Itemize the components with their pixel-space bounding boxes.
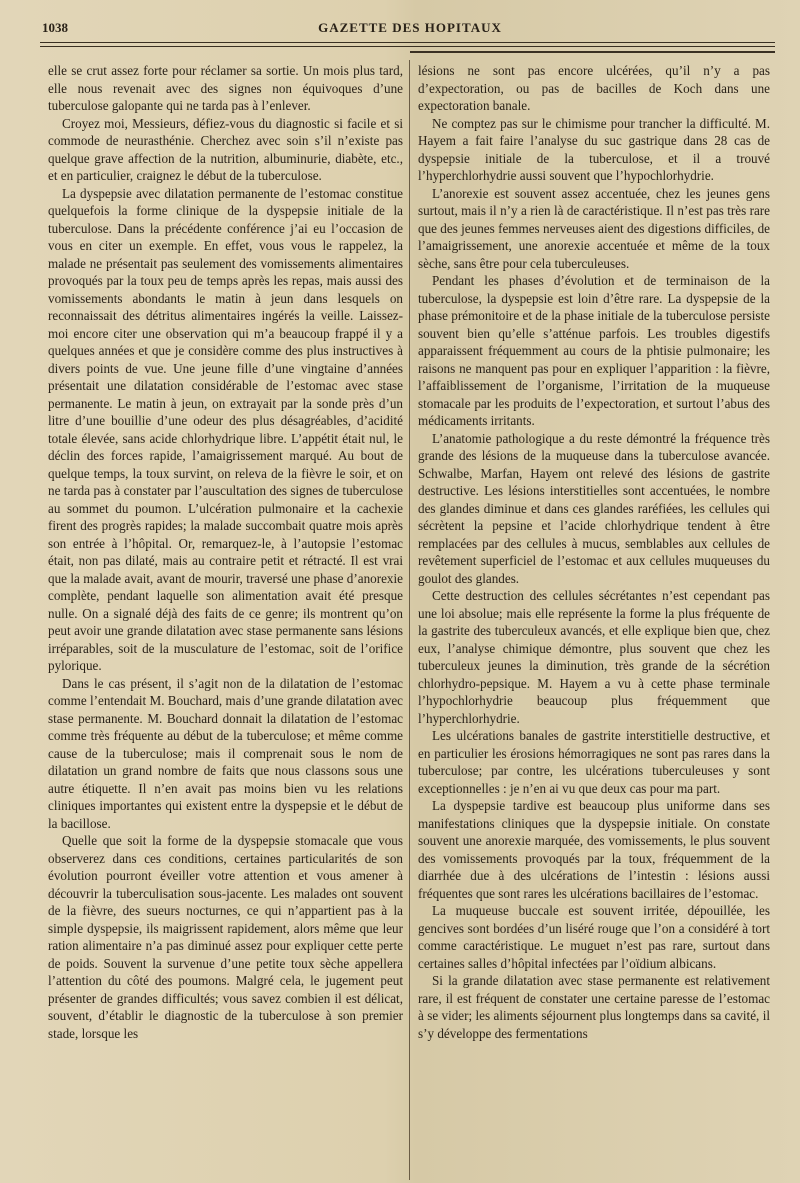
paragraph: Croyez moi, Messieurs, défiez-vous du diagnostic si facile et si commode de neurasthénie. Cherchez avec soin s’il n’existe pas quelque grave affection de la nutrition, albuminurie, diabète, etc., et en particulier, craignez le début de la tuberculose. (48, 115, 403, 183)
paragraph: L’anorexie est souvent assez accentuée, chez les jeunes gens surtout, mais il n’y a rien là de caractéristique. Il n’est pas très rare que des jeunes femmes nerveuses aient des digestions difficiles, de l’amaigrissement, une anorexie accentuée et même de la toux sèche, sans être pour cela tuberculeuses. (418, 185, 770, 271)
column-divider (409, 60, 410, 1180)
page-number: 1038 (42, 20, 68, 35)
paragraph: Cette destruction des cellules sécrétantes n’est cependant pas une loi absolue; mais elle représente la forme la plus fréquente de la gastrite des tuberculeux avancés, et elle explique bien que, chez eux, l’analyse chimique démontre, plus souvent que chez les tuberculeux jeunes la diminution, très grande de la sécrétion chlorhydro-pepsique. M. Hayem a vu à cette phase terminale l’hypochlorhydrie beaucoup plus fréquemment que l’hyperchlorhydrie. (418, 588, 770, 726)
journal-title: GAZETTE DES HOPITAUX (318, 20, 502, 35)
paragraph: Pendant les phases d’évolution et de terminaison de la tuberculose, la dyspepsie est loin d’être rare. La dyspepsie de la phase prémonitoire et de la phase initiale de la tuberculose persiste souvent bien qu’elle s’atténue parfois. Les troubles digestifs apparaissent fréquemment au cours de la phtisie pulmonaire; les raisons ne manquent pas pour en expliquer l’apparition : la fièvre, l’affaiblissement de l’organisme, l’irritation de la muqueuse stomacale par les produits de l’expectoration, et surtout l’abus des médicaments irritants. (418, 273, 770, 428)
paragraph: Quelle que soit la forme de la dyspepsie stomacale que vous observerez dans ces conditions, certaines particularités de son évolution pourront éveiller votre attention et vous amener à découvrir la tuberculisation sous-jacente. Les malades ont souvent de la fièvre, des sueurs nocturnes, ce qui n’appartient pas à la simple dyspepsie, ils maigrissent rapidement, alors même que leur ration alimentaire n’a pas diminué assez pour expliquer cette perte de poids. Souvent la survenue d’une petite toux sèche appellera l’attention du côté des poumons. Malgré cela, le jugement peut présenter de grandes difficultés; vous savez combien il est délicat, souvent, d’établir le diagnostic de la tuberculose à son premier stade, lorsque les (48, 833, 403, 1041)
paragraph: Dans le cas présent, il s’agit non de la dilatation de l’estomac comme l’entendait M. Bouchard, mais d’une grande dilatation avec stase permanente. M. Bouchard donnait la dilatation de l’estomac comme très fréquente au début de la tuberculose; et même comme cause de la tuberculose; mais il comprenait sous le nom de dilatation un grand nombre de faits que nous classons sous une autre étiquette. Il n’en avait pas moins bien vu les relations cliniques importantes qui existent entre la dyspepsie et le début de la bacillose. (48, 675, 403, 831)
paragraph: Si la grande dilatation avec stase permanente est relativement rare, il est fréquent de constater une certaine paresse de l’estomac à se vider; les aliments séjournent plus longtemps dans sa cavité, il s’y développe des fermentations (418, 973, 770, 1041)
paragraph: lésions ne sont pas encore ulcérées, qu’il n’y a pas d’expectoration, ou pas de bacilles de Koch dans une expectoration banale. (418, 63, 770, 113)
header-rule (40, 46, 775, 47)
left-column (48, 62, 403, 1042)
paragraph: elle se crut assez forte pour réclamer sa sortie. Un mois plus tard, elle nous revenait avec des signes non équivoques d’une tuberculose galopante qui ne tarda pas à l’enlever. (48, 63, 403, 113)
paragraph: La dyspepsie tardive est beaucoup plus uniforme dans ses manifestations cliniques que la dyspepsie initiale. On constate souvent une anorexie marquée, des vomissements, le plus souvent des vomissements provoqués par la toux, fréquemment de la diarrhée due à des ulcérations de l’intestin : lésions aussi fréquentes que sont rares les ulcérations bacillaires de l’estomac. (418, 798, 770, 901)
paragraph: L’anatomie pathologique a du reste démontré la fréquence très grande des lésions de la muqueuse dans la tuberculose avancée. Schwalbe, Marfan, Hayem ont relevé des lésions de gastrite destructive. Les lésions interstitielles sont accentuées, le nombre des glandes diminue et dans ces glandes raréfiées, les cellules qui sécrètent la pepsine et l’acide chlorhydrique tendent à être remplacées par des cellules à mucus, semblables aux cellules de revêtement superficiel de l’estomac et aux cellules muqueuses du goulot des glandes. (418, 430, 770, 586)
paragraph: La dyspepsie avec dilatation permanente de l’estomac constitue quelquefois la forme clinique de la dyspepsie initiale de la tuberculose. Dans la précédente conférence j’ai eu l’occasion de vous en citer un exemple. En effet, vous vous le rappelez, la malade ne présentait pas seulement des vomissements alimentaires provoqués par la toux peu de temps après les repas, mais aussi des vomissements abondants le matin à jeun dans lesquels on reconnaissait des détritus alimentaires ingérés la veille. Laissez-moi encore citer une observation qui m’a beaucoup frappé il y a quelques années et que je considère comme des plus instructives à divers points de vue. Une jeune fille d’une vingtaine d’années présentait une dilatation considérable de l’estomac avec stase permanente. Le matin à jeun, on extrayait par la sonde près d’un litre d’une bouillie d’une odeur des plus désagréables, d’acidité totale élevée, sans acide chlorhydrique libre. L’appétit était nul, le déclin des forces rapide, l’amaigrissement marqué. Au bout de quelque temps, la toux survint, on releva de la fièvre le soir, et on ne tarda pas à constater par l’auscultation des signes de tuberculose au sommet du poumon. L’ulcération pulmonaire et la cachexie firent des progrès rapides; la malade succombait quatre mois après son entrée à l’hôpital. Or, remarquez-le, à l’autopsie l’estomac était, non pas dilaté, mais au contraire petit et rétracté. Il est vrai que la malade avait, avant de mourir, traversé une phase d’anorexie complète, pendant laquelle son alimentation avait été presque nulle. On a signalé déjà des faits de ce genre; ils montrent qu’on peut avoir une grande dilatation avec stase permanente sans lésions irréparables, soit de la musculature de l’estomac, soit de l’orifice pylorique. (48, 185, 403, 673)
header-rule (410, 51, 775, 53)
paragraph: La muqueuse buccale est souvent irritée, dépouillée, les gencives sont bordées d’un liséré rouge que l’on a considéré à tort comme caractéristique. Le muguet n’est pas rare, surtout dans certaines salles d’hôpital infectées par l’oïdium albicans. (418, 903, 770, 971)
page-header (40, 20, 780, 38)
paragraph: Les ulcérations banales de gastrite interstitielle destructive, et en particulier les érosions hémorragiques ne sont pas rares dans la tuberculose; par contre, les ulcérations tuberculeuses y sont exceptionnelles : je n’en ai vu que deux cas pour ma part. (418, 728, 770, 796)
paragraph: Ne comptez pas sur le chimisme pour trancher la difficulté. M. Hayem a fait faire l’analyse du suc gastrique dans 28 cas de dyspepsie initiale de la tuberculose, et il a trouvé l’hyperchlorhydrie aussi souvent que l’hypochlorhydrie. (418, 115, 770, 183)
right-column (418, 62, 770, 1042)
header-rule (40, 42, 775, 43)
